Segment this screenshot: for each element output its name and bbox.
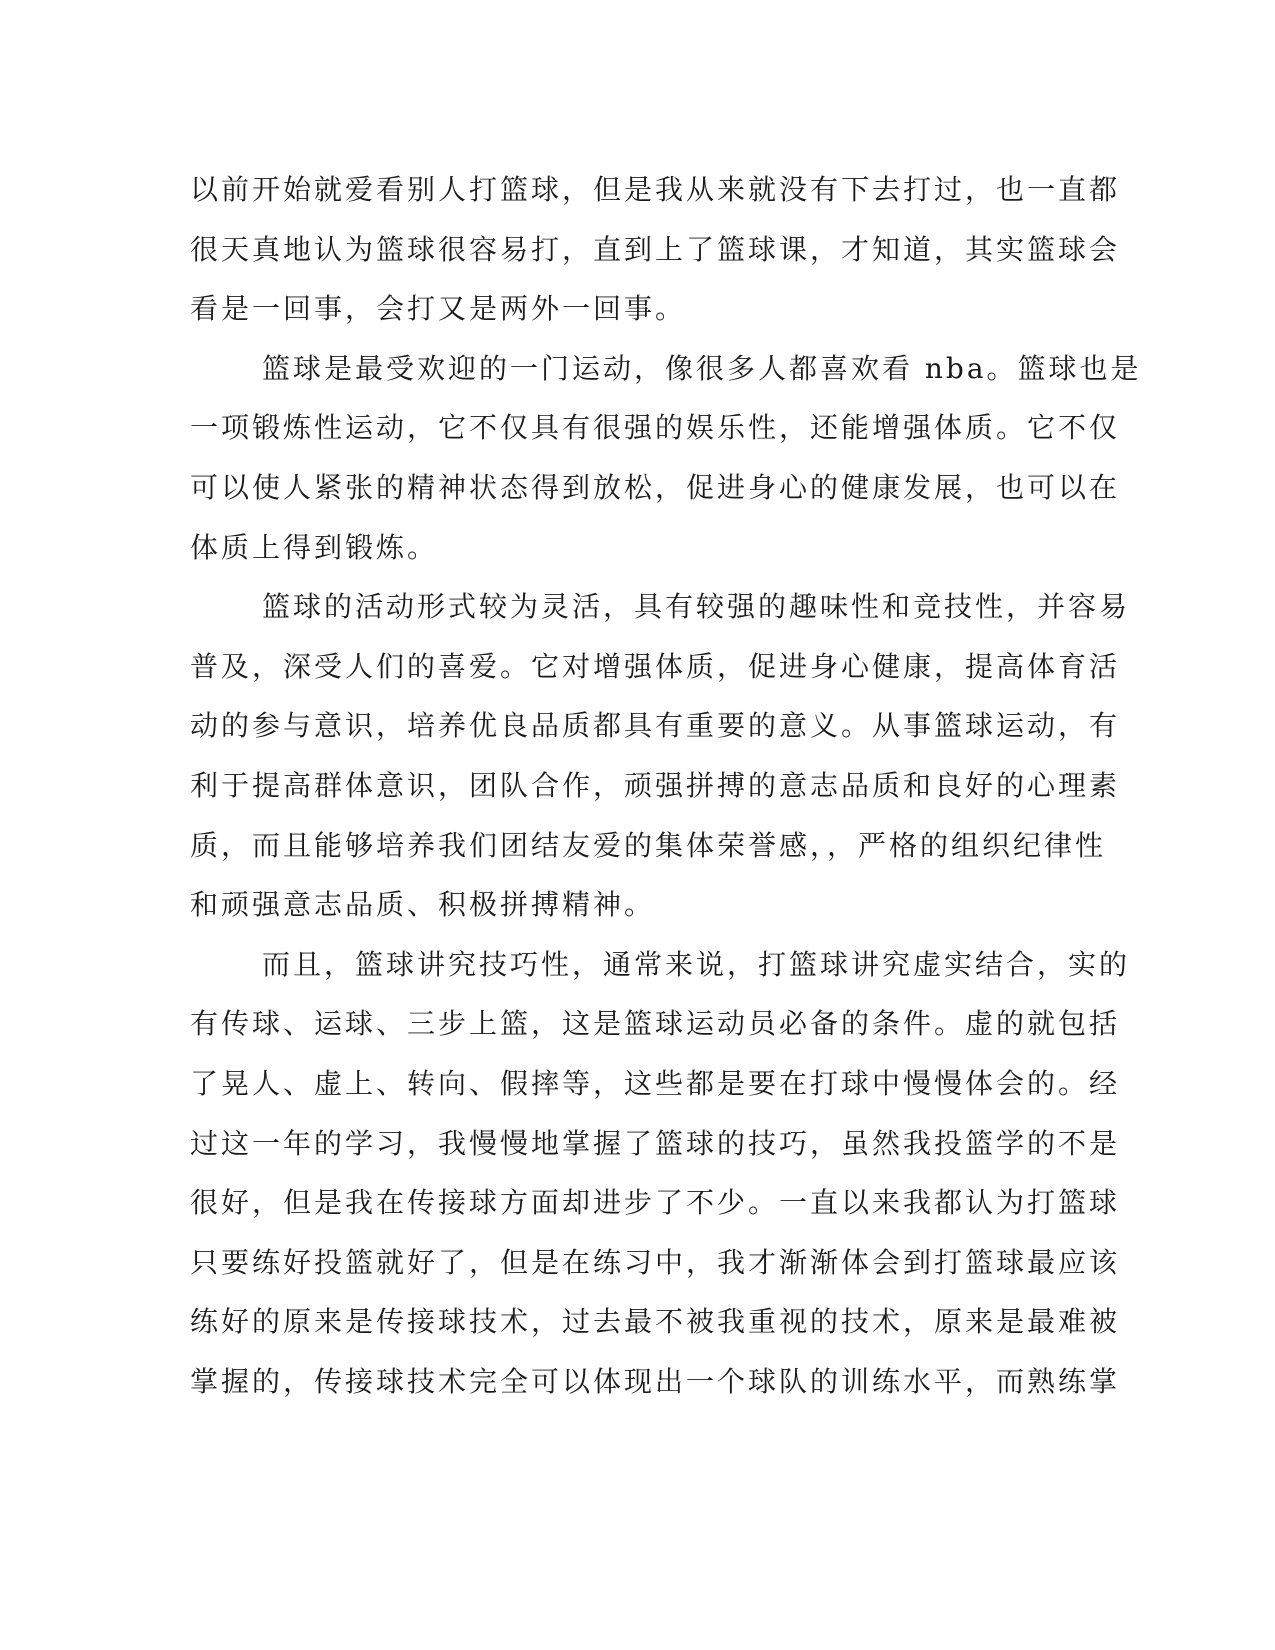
- paragraph-first-line: 而且，篮球讲究技巧性，通常来说，打篮球讲究虚实结合，实的: [262, 947, 1131, 981]
- body-text: [190, 160, 1142, 1411]
- text-line: 质，而且能够培养我们团结友爱的集体荣誉感，，严格的组织纪律性: [190, 828, 1107, 862]
- text-line: 普及，深受人们的喜爱。它对增强体质，促进身心健康，提高体育活: [190, 649, 1121, 683]
- text-line: 了晃人、虚上、转向、假摔等，这些都是要在打球中慢慢体会的。经: [190, 1066, 1121, 1100]
- paragraph-first-line: 篮球是最受欢迎的一门运动，像很多人都喜欢看 nba。篮球也是: [262, 351, 1142, 385]
- text-line: 练好的原来是传接球技术，过去最不被我重视的技术，原来是最难被: [190, 1305, 1121, 1339]
- text-line: 掌握的，传接球技术完全可以体现出一个球队的训练水平，而熟练掌: [190, 1364, 1121, 1398]
- text-line: 只要练好投篮就好了，但是在练习中，我才渐渐体会到打篮球最应该: [190, 1245, 1121, 1279]
- text-line: 过这一年的学习，我慢慢地掌握了篮球的技巧，虽然我投篮学的不是: [190, 1126, 1121, 1160]
- text-line: 很好，但是我在传接球方面却进步了不少。一直以来我都认为打篮球: [190, 1186, 1121, 1220]
- text-line: 一项锻炼性运动，它不仅具有很强的娱乐性，还能增强体质。它不仅: [190, 411, 1121, 445]
- text-line: 和顽强意志品质、积极拼搏精神。: [190, 888, 656, 922]
- text-line: 很天真地认为篮球很容易打，直到上了篮球课，才知道，其实篮球会: [190, 232, 1121, 266]
- text-line: 有传球、运球、三步上篮，这是篮球运动员必备的条件。虚的就包括: [190, 1007, 1121, 1041]
- text-line: 动的参与意识，培养优良品质都具有重要的意义。从事篮球运动，有: [190, 709, 1121, 743]
- text-line: 利于提高群体意识，团队合作，顽强拼搏的意志品质和良好的心理素: [190, 768, 1121, 802]
- paragraph-first-line: 篮球的活动形式较为灵活，具有较强的趣味性和竞技性，并容易: [262, 590, 1131, 624]
- text-line: 看是一回事，会打又是两外一回事。: [190, 292, 687, 326]
- text-line: 可以使人紧张的精神状态得到放松，促进身心的健康发展，也可以在: [190, 470, 1121, 504]
- text-line: 体质上得到锻炼。: [190, 530, 439, 564]
- text-line: 以前开始就爱看别人打篮球，但是我从来就没有下去打过，也一直都: [190, 173, 1121, 206]
